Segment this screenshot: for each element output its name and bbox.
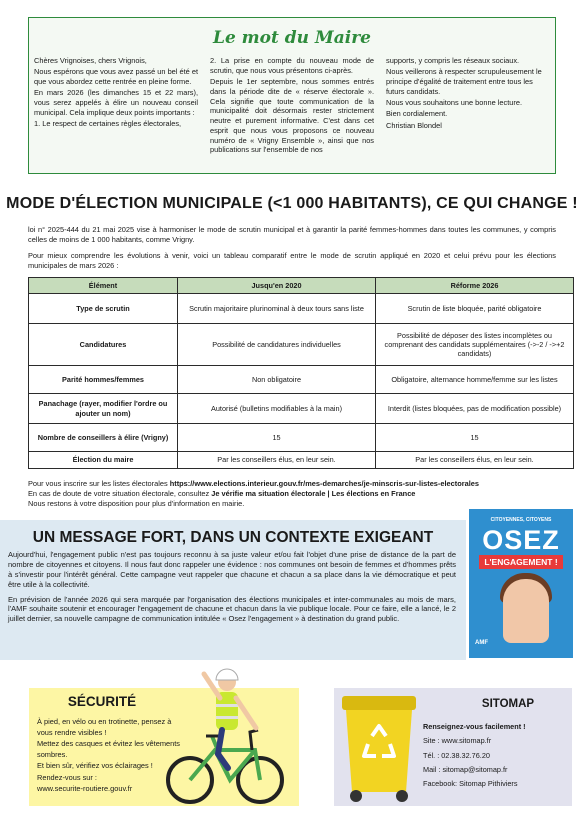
table-cell-element: Panachage (rayer, modifier l'ordre ou ajouter un nom) xyxy=(29,394,178,424)
sitomap-website[interactable]: Site : www.sitomap.fr xyxy=(423,736,492,746)
mayor-greeting: Chères Vrignoises, chers Vrignois, xyxy=(34,56,147,65)
poster-portrait xyxy=(503,579,549,643)
mayor-word-title: Le mot du Maire xyxy=(212,28,371,48)
poster-headline: OSEZ xyxy=(482,525,560,555)
table-header: Réforme 2026 xyxy=(376,278,574,294)
table-row xyxy=(29,452,574,469)
register-text: Pour vous inscrire sur les listes électorales xyxy=(28,479,170,488)
sitomap-line: Renseignez-vous facilement ! xyxy=(423,722,526,731)
table-cell: Autorisé (bulletins modifiables à la main) xyxy=(178,394,376,424)
table-cell-element: Candidatures xyxy=(29,324,178,366)
security-title: SÉCURITÉ xyxy=(67,694,137,709)
table-cell: 15 xyxy=(376,424,574,452)
table-cell-element: Type de scrutin xyxy=(29,294,178,324)
mayor-paragraph: Nous vous souhaitons une bonne lecture. xyxy=(386,98,522,108)
comparison-table xyxy=(28,277,574,469)
mayor-paragraph: En mars 2026 (les dimanches 15 et 22 mars), vous serez appelés à élire un nouveau conseil municipal. Cela implique deux points importants : xyxy=(34,88,198,117)
table-cell: Interdit (listes bloquées, pas de modification possible) xyxy=(376,394,574,424)
mayor-word-box xyxy=(28,17,556,174)
table-cell: Scrutin de liste bloquée, parité obligatoire xyxy=(376,294,574,324)
table-cell: Possibilité de candidatures individuelles xyxy=(178,324,376,366)
table-header: Élément xyxy=(29,278,178,294)
mayor-paragraph: 2. La prise en compte du nouveau mode de scrutin, que nous vous présentons ci-après. xyxy=(210,56,374,75)
sitomap-title: SITOMAP xyxy=(481,698,535,710)
available-text: Nous restons à votre disposition pour plus d'information en mairie. xyxy=(28,498,245,508)
sitomap-mail[interactable]: Mail : sitomap@sitomap.fr xyxy=(423,765,508,775)
mayor-paragraph: Depuis le 1er septembre, nous sommes entrés dans la période dite de « réserve électorale ». Cela signifie que toute communication de la municipalité doit désormais rester strictement neutre et purement informative. C'est dans cet esprit que nous vous proposons ce nouveau numéro de « Vrigny Ensemble », ainsi que nos publications sur l'ensemble de nos xyxy=(210,77,374,155)
security-line: Mettez des casques et évitez les vêtements sombres. xyxy=(37,739,180,759)
mayor-paragraph: Nous veillerons à respecter scrupuleusement le principe d'égalité de traitement entre tous les futurs candidats. xyxy=(386,67,542,96)
election-links xyxy=(28,479,556,508)
register-line xyxy=(28,479,556,489)
check-line xyxy=(28,489,556,499)
message-box xyxy=(0,520,466,660)
table-cell: Par les conseillers élus, en leur sein. xyxy=(178,452,376,469)
election-title: MODE D'ÉLECTION MUNICIPALE (<1 000 HABITANTS), CE QUI CHANGE ! xyxy=(6,195,578,212)
table-header: Jusqu'en 2020 xyxy=(178,278,376,294)
check-link[interactable]: Je vérifie ma situation électorale | Les élections en France xyxy=(211,488,416,498)
osez-engagement-poster xyxy=(469,509,573,658)
table-row xyxy=(29,294,574,324)
mayor-word-column-3 xyxy=(386,56,550,171)
table-cell: Par les conseillers élus, en leur sein. xyxy=(376,452,574,469)
security-line: Et bien sûr, vérifiez vos éclairages ! xyxy=(37,761,153,771)
table-row xyxy=(29,324,574,366)
table-cell: Possibilité de déposer des listes incomplètes ou comprenant des candidats supplémentaires (->-2 / ->+2 candidats) xyxy=(376,324,574,366)
election-intro: Pour mieux comprendre les évolutions à venir, voici un tableau comparatif entre le mode de scrutin appliqué en 2020 et celui prévu pour les élections municipales de mars 2026 : xyxy=(28,251,556,270)
mayor-word-column-2 xyxy=(210,56,374,171)
table-cell-element: Élection du maire xyxy=(29,452,178,469)
amf-logo: AMF xyxy=(475,640,488,646)
mayor-word-column-1 xyxy=(34,56,198,171)
message-paragraph: Aujourd'hui, l'engagement public n'est pas toujours reconnu à sa juste valeur et/ou fait l'objet d'une prise de distance de la part de nombre de citoyennes et citoyens. Il nous faut donc rappeler une évidence : nos communes ont besoin de femmes et d'hommes prêts à s'investir pour l'intérêt général. Cette campagne veut rappeler que chacune et chacun a sa place dans la vie démocratique et peut être utile à la collectivité. xyxy=(8,550,456,589)
message-paragraph: En prévision de l'année 2026 qui sera marquée par l'organisation des élections municipales et inter-communales au mois de mars, l'AMF souhaite soutenir et encourager l'engagement de chacune et chacun dans la vie publique locale. Pour ce faire, elle a lancé, le 2 juillet dernier, sa nouvelle campagne de communication intitulée « Osez l'engagement » à destination du grand public. xyxy=(8,594,456,624)
election-intro: loi n° 2025-444 du 21 mai 2025 vise à harmoniser le mode de scrutin municipal et à garantir la parité femmes-hommes dans toutes les communes, y compris celles de moins de 1 000 habitants, comme Vrigny. xyxy=(28,225,556,244)
table-cell-element: Parité hommes/femmes xyxy=(29,366,178,394)
cyclist-illustration xyxy=(160,658,290,808)
table-row xyxy=(29,394,574,424)
register-link[interactable]: https://www.elections.interieur.gouv.fr/mes-demarches/je-minscris-sur-listes-electorales xyxy=(169,479,479,488)
security-line: À pied, en vélo ou en trotinette, pensez à vous rendre visibles ! xyxy=(37,717,172,737)
table-row xyxy=(29,424,574,452)
poster-subheadline: L'ENGAGEMENT ! xyxy=(479,555,563,569)
mayor-paragraph: Bien cordialement. xyxy=(386,109,448,119)
table-cell-element: Nombre de conseillers à élire (Vrigny) xyxy=(29,424,178,452)
mayor-paragraph: supports, y compris les réseaux sociaux. xyxy=(386,56,520,65)
table-cell: 15 xyxy=(178,424,376,452)
table-cell: Scrutin majoritaire plurinominal à deux tours sans liste xyxy=(178,294,376,324)
message-title: UN MESSAGE FORT, DANS UN CONTEXTE EXIGEANT xyxy=(32,529,434,546)
mayor-paragraph: Nous espérons que vous avez passé un bel été et que vous abordez cette rentrée en pleine forme. xyxy=(34,67,198,87)
poster-top-text: CITOYENNES, CITOYENS xyxy=(490,517,552,523)
table-cell: Obligatoire, alternance homme/femme sur les listes xyxy=(376,366,574,394)
security-line: Rendez-vous sur : xyxy=(37,772,97,782)
sitomap-facebook[interactable]: Facebook: Sitomap Pithiviers xyxy=(423,779,518,789)
table-header-row xyxy=(29,278,574,294)
table-row xyxy=(29,366,574,394)
table-cell: Non obligatoire xyxy=(178,366,376,394)
mayor-signature: Christian Blondel xyxy=(386,120,442,130)
recycling-bin-icon xyxy=(338,692,420,804)
check-text: En cas de doute de votre situation électorale, consultez xyxy=(28,488,212,498)
mayor-paragraph: 1. Le respect de certaines règles électorales, xyxy=(34,119,182,129)
sitomap-phone: Tél. : 02.38.32.76.20 xyxy=(423,750,490,760)
security-link[interactable]: www.securite-routiere.gouv.fr xyxy=(37,784,133,794)
